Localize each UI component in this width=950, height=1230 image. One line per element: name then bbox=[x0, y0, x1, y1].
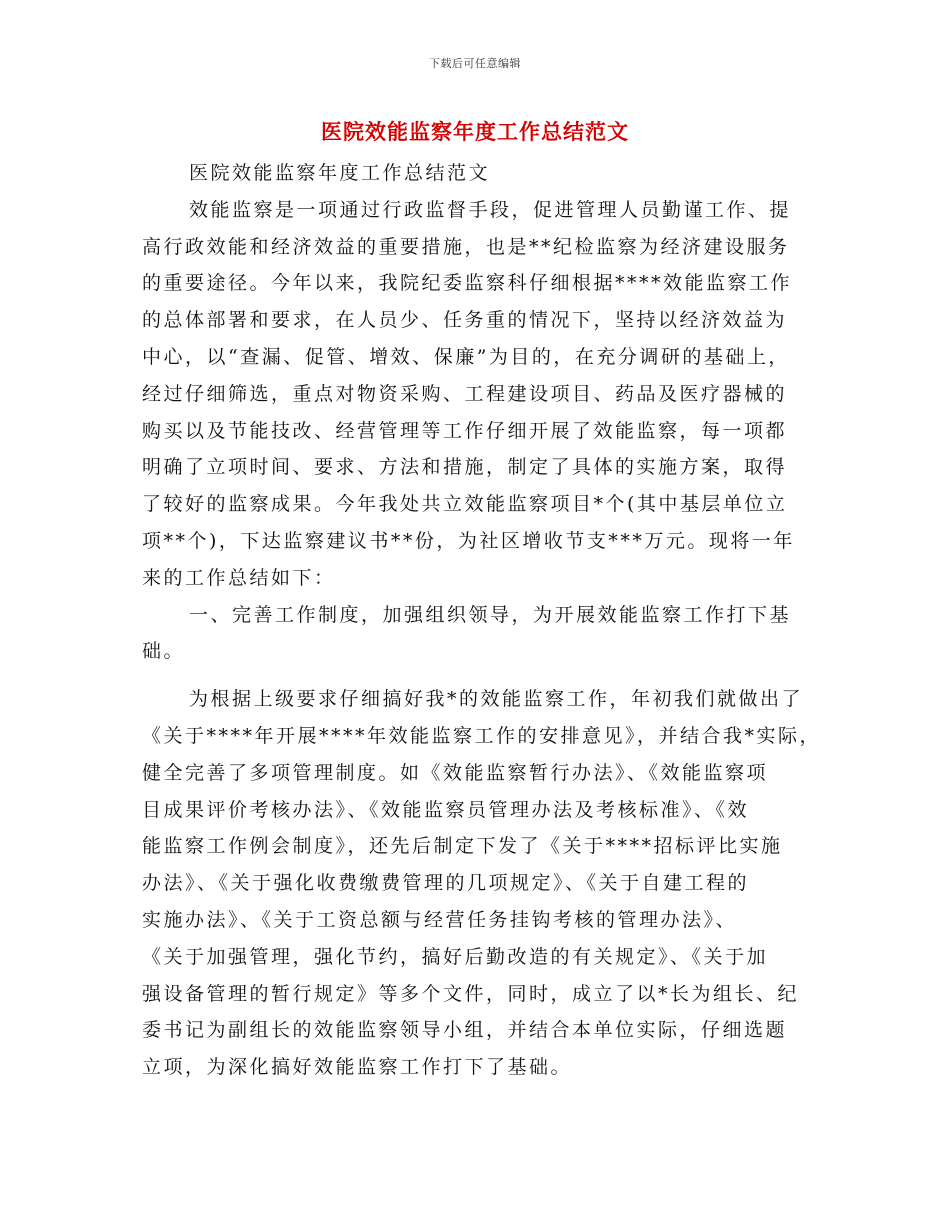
paragraph-line: 立项，为深化搞好效能监察工作打下了基础。 bbox=[142, 1056, 573, 1079]
paragraph-line: 实施办法》、《关于工资总额与经营任务挂钩考核的管理办法》、 bbox=[142, 908, 738, 931]
paragraph-line: 明确了立项时间、要求、方法和措施，制定了具体的实施方案，取得 bbox=[142, 456, 788, 479]
paragraph-line: 中心，以“查漏、促管、增效、保廉”为目的，在充分调研的基础上， bbox=[142, 345, 790, 368]
paragraph-line: 来的工作总结如下： bbox=[142, 566, 336, 589]
paragraph-line: 目成果评价考核办法》、《效能监察员管理办法及考核标准》、《效 bbox=[142, 798, 750, 821]
paragraph-line: 办法》、《关于强化收费缴费管理的几项规定》、《关于自建工程的 bbox=[142, 872, 750, 895]
paragraph-line: 能监察工作例会制度》，还先后制定下发了《关于****招标评比实施 bbox=[142, 835, 783, 858]
document-body bbox=[142, 155, 822, 1086]
paragraph-line: 强设备管理的暂行规定》等多个文件，同时，成立了以*长为组长、纪 bbox=[142, 982, 800, 1005]
paragraph-line: 健全完善了多项管理制度。如《效能监察暂行办法》、《效能监察项 bbox=[142, 761, 769, 784]
paragraph-line: 效能监察是一项通过行政监督手段，促进管理人员勤谨工作、提 bbox=[189, 198, 792, 221]
paragraph-line: 为根据上级要求仔细搞好我*的效能监察工作，年初我们就做出了 bbox=[189, 688, 804, 711]
section-heading-line: 础。 bbox=[142, 640, 186, 663]
paragraph-line: 高行政效能和经济效益的重要措施，也是**纪检监察为经济建设服务 bbox=[142, 235, 790, 258]
header-note: 下载后可任意编辑 bbox=[429, 57, 521, 70]
document-title: 医院效能监察年度工作总结范文 bbox=[321, 119, 629, 144]
paragraph-line: 的总体部署和要求，在人员少、任务重的情况下，坚持以经济效益为 bbox=[142, 309, 788, 332]
paragraph-line: 项**个)，下达监察建议书**份，为社区增收节支***万元。现将一年 bbox=[142, 529, 795, 552]
paragraph-line: 经过仔细筛选，重点对物资采购、工程建设项目、药品及医疗器械的 bbox=[142, 382, 788, 405]
section-heading-line: 一、完善工作制度，加强组织领导，为开展效能监察工作打下基 bbox=[189, 603, 792, 626]
paragraph-line: 《关于****年开展****年效能监察工作的安排意见》，并结合我*实际， bbox=[142, 724, 822, 747]
paragraph-line: 委书记为副组长的效能监察领导小组，并结合本单位实际，仔细选题 bbox=[142, 1019, 788, 1042]
paragraph-line: 的重要途径。今年以来，我院纪委监察科仔细根据****效能监察工作 bbox=[142, 272, 793, 295]
paragraph-line: 购买以及节能技改、经营管理等工作仔细开展了效能监察，每一项都 bbox=[142, 419, 788, 442]
paragraph-line: 了较好的监察成果。今年我处共立效能监察项目*个(其中基层单位立 bbox=[142, 493, 788, 516]
subtitle-line: 医院效能监察年度工作总结范文 bbox=[189, 162, 491, 184]
paragraph-line: 《关于加强管理，强化节约，搞好后勤改造的有关规定》、《关于加 bbox=[142, 945, 769, 968]
